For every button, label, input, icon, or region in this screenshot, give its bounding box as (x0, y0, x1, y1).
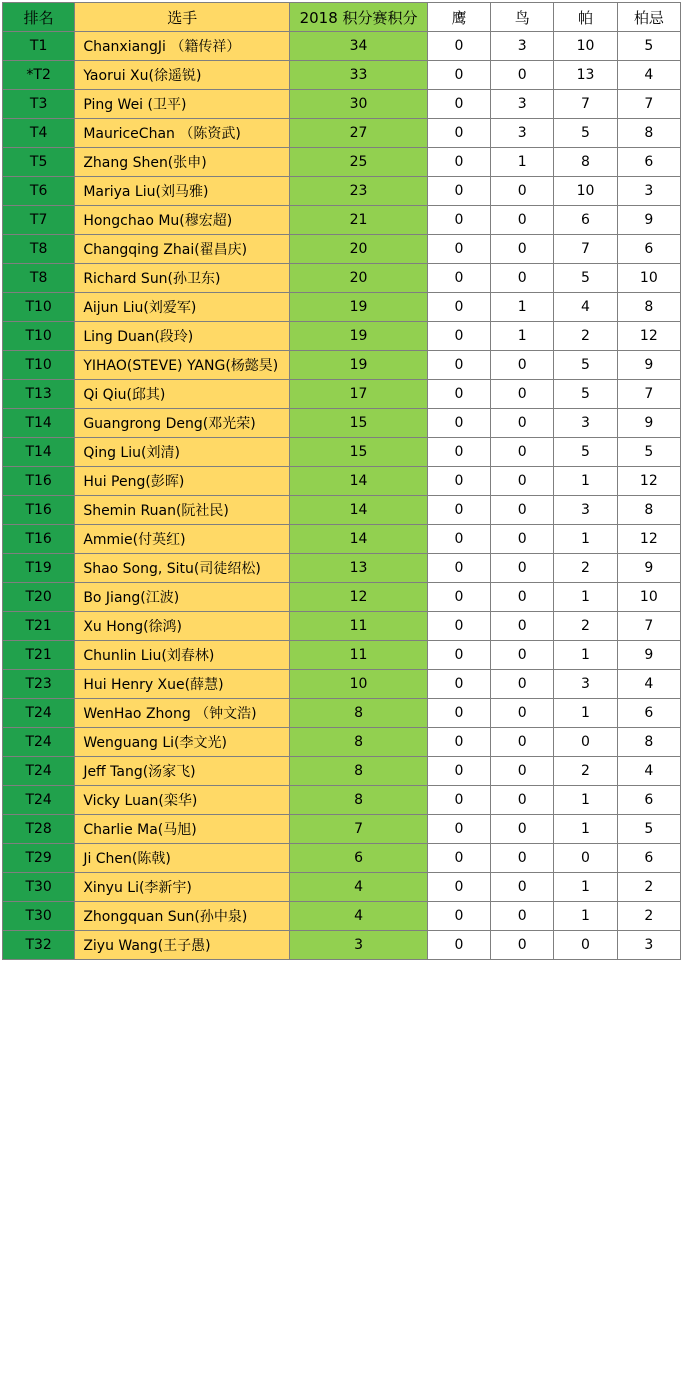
rank-cell: T8 (3, 264, 75, 293)
points-cell: 14 (290, 525, 428, 554)
header-rank: 排名 (3, 3, 75, 32)
eagle-cell: 0 (427, 815, 490, 844)
player-name-cell: Zhang Shen(张申) (75, 148, 290, 177)
par-cell: 3 (554, 409, 617, 438)
player-name-cell: WenHao Zhong （钟文浩) (75, 699, 290, 728)
bogey-cell: 12 (617, 467, 680, 496)
eagle-cell: 0 (427, 119, 490, 148)
table-row (3, 119, 681, 148)
rank-cell: T32 (3, 931, 75, 960)
birdie-cell: 0 (491, 206, 554, 235)
header-eagle: 鹰 (427, 3, 490, 32)
par-cell: 5 (554, 264, 617, 293)
player-name-cell: Hongchao Mu(穆宏超) (75, 206, 290, 235)
eagle-cell: 0 (427, 699, 490, 728)
points-cell: 25 (290, 148, 428, 177)
par-cell: 1 (554, 786, 617, 815)
birdie-cell: 0 (491, 177, 554, 206)
bogey-cell: 12 (617, 322, 680, 351)
table-row (3, 351, 681, 380)
par-cell: 1 (554, 873, 617, 902)
player-name-cell: Ling Duan(段玲) (75, 322, 290, 351)
par-cell: 5 (554, 351, 617, 380)
eagle-cell: 0 (427, 873, 490, 902)
player-name-cell: Vicky Luan(栾华) (75, 786, 290, 815)
rank-cell: T10 (3, 351, 75, 380)
eagle-cell: 0 (427, 728, 490, 757)
eagle-cell: 0 (427, 931, 490, 960)
table-row (3, 496, 681, 525)
player-name-cell: Qing Liu(刘清) (75, 438, 290, 467)
rank-cell: T19 (3, 554, 75, 583)
player-name-cell: Chunlin Liu(刘春林) (75, 641, 290, 670)
bogey-cell: 8 (617, 728, 680, 757)
table-row (3, 786, 681, 815)
eagle-cell: 0 (427, 844, 490, 873)
birdie-cell: 0 (491, 699, 554, 728)
par-cell: 1 (554, 699, 617, 728)
birdie-cell: 0 (491, 583, 554, 612)
birdie-cell: 0 (491, 873, 554, 902)
bogey-cell: 5 (617, 815, 680, 844)
par-cell: 1 (554, 467, 617, 496)
birdie-cell: 0 (491, 61, 554, 90)
birdie-cell: 0 (491, 525, 554, 554)
points-cell: 20 (290, 235, 428, 264)
birdie-cell: 0 (491, 844, 554, 873)
points-cell: 11 (290, 612, 428, 641)
points-cell: 33 (290, 61, 428, 90)
bogey-cell: 10 (617, 264, 680, 293)
player-name-cell: MauriceChan （陈资武) (75, 119, 290, 148)
par-cell: 2 (554, 322, 617, 351)
rank-cell: T29 (3, 844, 75, 873)
rank-cell: T13 (3, 380, 75, 409)
player-name-cell: Ziyu Wang(王子愚) (75, 931, 290, 960)
par-cell: 4 (554, 293, 617, 322)
bogey-cell: 5 (617, 32, 680, 61)
points-cell: 4 (290, 873, 428, 902)
birdie-cell: 1 (491, 322, 554, 351)
table-row (3, 177, 681, 206)
bogey-cell: 6 (617, 844, 680, 873)
par-cell: 1 (554, 902, 617, 931)
player-name-cell: Ammie(付英红) (75, 525, 290, 554)
birdie-cell: 3 (491, 119, 554, 148)
par-cell: 0 (554, 931, 617, 960)
header-bogey: 柏忌 (617, 3, 680, 32)
birdie-cell: 0 (491, 612, 554, 641)
header-par: 帕 (554, 3, 617, 32)
bogey-cell: 3 (617, 931, 680, 960)
table-row (3, 699, 681, 728)
table-row (3, 380, 681, 409)
points-cell: 14 (290, 467, 428, 496)
rank-cell: T16 (3, 496, 75, 525)
player-name-cell: Wenguang Li(李文光) (75, 728, 290, 757)
points-cell: 21 (290, 206, 428, 235)
par-cell: 13 (554, 61, 617, 90)
rank-cell: T4 (3, 119, 75, 148)
bogey-cell: 6 (617, 235, 680, 264)
eagle-cell: 0 (427, 351, 490, 380)
table-row (3, 670, 681, 699)
rank-cell: T16 (3, 467, 75, 496)
birdie-cell: 0 (491, 931, 554, 960)
birdie-cell: 3 (491, 32, 554, 61)
bogey-cell: 9 (617, 554, 680, 583)
header-row (3, 3, 681, 32)
points-cell: 15 (290, 409, 428, 438)
points-cell: 23 (290, 177, 428, 206)
bogey-cell: 5 (617, 438, 680, 467)
par-cell: 1 (554, 583, 617, 612)
rank-cell: T14 (3, 409, 75, 438)
birdie-cell: 0 (491, 380, 554, 409)
ranking-table (2, 2, 681, 960)
player-name-cell: Hui Henry Xue(薛慧) (75, 670, 290, 699)
player-name-cell: Hui Peng(彭晖) (75, 467, 290, 496)
table-row (3, 583, 681, 612)
table-row (3, 873, 681, 902)
bogey-cell: 4 (617, 757, 680, 786)
player-name-cell: ChanxiangJi （籍传祥） (75, 32, 290, 61)
birdie-cell: 0 (491, 467, 554, 496)
rank-cell: T7 (3, 206, 75, 235)
birdie-cell: 0 (491, 670, 554, 699)
header-birdie: 鸟 (491, 3, 554, 32)
birdie-cell: 0 (491, 902, 554, 931)
eagle-cell: 0 (427, 757, 490, 786)
par-cell: 5 (554, 380, 617, 409)
table-row (3, 641, 681, 670)
eagle-cell: 0 (427, 177, 490, 206)
par-cell: 2 (554, 757, 617, 786)
player-name-cell: Ping Wei (卫平) (75, 90, 290, 119)
eagle-cell: 0 (427, 670, 490, 699)
eagle-cell: 0 (427, 148, 490, 177)
header-player: 选手 (75, 3, 290, 32)
par-cell: 0 (554, 728, 617, 757)
eagle-cell: 0 (427, 525, 490, 554)
rank-cell: *T2 (3, 61, 75, 90)
points-cell: 8 (290, 699, 428, 728)
points-cell: 6 (290, 844, 428, 873)
par-cell: 2 (554, 612, 617, 641)
points-cell: 3 (290, 931, 428, 960)
table-row (3, 32, 681, 61)
points-cell: 30 (290, 90, 428, 119)
player-name-cell: Mariya Liu(刘马雅) (75, 177, 290, 206)
eagle-cell: 0 (427, 206, 490, 235)
player-name-cell: Xinyu Li(李新宇) (75, 873, 290, 902)
bogey-cell: 9 (617, 351, 680, 380)
table-row (3, 438, 681, 467)
table-row (3, 757, 681, 786)
bogey-cell: 3 (617, 177, 680, 206)
par-cell: 7 (554, 90, 617, 119)
birdie-cell: 0 (491, 496, 554, 525)
eagle-cell: 0 (427, 409, 490, 438)
player-name-cell: YIHAO(STEVE) YANG(杨懿昊) (75, 351, 290, 380)
rank-cell: T3 (3, 90, 75, 119)
table-row (3, 728, 681, 757)
bogey-cell: 7 (617, 380, 680, 409)
table-row (3, 264, 681, 293)
bogey-cell: 6 (617, 786, 680, 815)
birdie-cell: 0 (491, 438, 554, 467)
bogey-cell: 7 (617, 612, 680, 641)
par-cell: 8 (554, 148, 617, 177)
player-name-cell: Aijun Liu(刘爱军) (75, 293, 290, 322)
points-cell: 19 (290, 293, 428, 322)
birdie-cell: 0 (491, 757, 554, 786)
bogey-cell: 8 (617, 119, 680, 148)
rank-cell: T10 (3, 293, 75, 322)
rank-cell: T30 (3, 873, 75, 902)
eagle-cell: 0 (427, 380, 490, 409)
table-row (3, 409, 681, 438)
bogey-cell: 2 (617, 902, 680, 931)
table-row (3, 844, 681, 873)
eagle-cell: 0 (427, 264, 490, 293)
rank-cell: T24 (3, 728, 75, 757)
table-row (3, 467, 681, 496)
bogey-cell: 9 (617, 641, 680, 670)
rank-cell: T14 (3, 438, 75, 467)
table-row (3, 61, 681, 90)
bogey-cell: 2 (617, 873, 680, 902)
birdie-cell: 0 (491, 264, 554, 293)
par-cell: 10 (554, 32, 617, 61)
points-cell: 13 (290, 554, 428, 583)
player-name-cell: Jeff Tang(汤家飞) (75, 757, 290, 786)
rank-cell: T24 (3, 786, 75, 815)
eagle-cell: 0 (427, 583, 490, 612)
rank-cell: T6 (3, 177, 75, 206)
points-cell: 19 (290, 351, 428, 380)
rank-cell: T8 (3, 235, 75, 264)
birdie-cell: 0 (491, 786, 554, 815)
points-cell: 8 (290, 728, 428, 757)
rank-cell: T16 (3, 525, 75, 554)
points-cell: 7 (290, 815, 428, 844)
player-name-cell: Richard Sun(孙卫东) (75, 264, 290, 293)
eagle-cell: 0 (427, 90, 490, 119)
eagle-cell: 0 (427, 554, 490, 583)
rank-cell: T10 (3, 322, 75, 351)
eagle-cell: 0 (427, 496, 490, 525)
par-cell: 1 (554, 815, 617, 844)
rank-cell: T1 (3, 32, 75, 61)
player-name-cell: Qi Qiu(邱其) (75, 380, 290, 409)
par-cell: 5 (554, 438, 617, 467)
table-row (3, 322, 681, 351)
par-cell: 10 (554, 177, 617, 206)
bogey-cell: 6 (617, 699, 680, 728)
eagle-cell: 0 (427, 902, 490, 931)
points-cell: 14 (290, 496, 428, 525)
points-cell: 12 (290, 583, 428, 612)
par-cell: 7 (554, 235, 617, 264)
player-name-cell: Zhongquan Sun(孙中泉) (75, 902, 290, 931)
bogey-cell: 9 (617, 206, 680, 235)
birdie-cell: 0 (491, 409, 554, 438)
par-cell: 3 (554, 496, 617, 525)
bogey-cell: 8 (617, 496, 680, 525)
par-cell: 0 (554, 844, 617, 873)
birdie-cell: 0 (491, 815, 554, 844)
birdie-cell: 1 (491, 148, 554, 177)
player-name-cell: Shao Song, Situ(司徒绍松) (75, 554, 290, 583)
birdie-cell: 0 (491, 641, 554, 670)
par-cell: 2 (554, 554, 617, 583)
rank-cell: T21 (3, 641, 75, 670)
header-points: 2018 积分赛积分 (290, 3, 428, 32)
player-name-cell: Shemin Ruan(阮社民) (75, 496, 290, 525)
points-cell: 4 (290, 902, 428, 931)
birdie-cell: 0 (491, 554, 554, 583)
rank-cell: T21 (3, 612, 75, 641)
birdie-cell: 0 (491, 351, 554, 380)
table-row (3, 612, 681, 641)
player-name-cell: Changqing Zhai(翟昌庆) (75, 235, 290, 264)
bogey-cell: 9 (617, 409, 680, 438)
player-name-cell: Xu Hong(徐鸿) (75, 612, 290, 641)
points-cell: 27 (290, 119, 428, 148)
points-cell: 19 (290, 322, 428, 351)
points-cell: 20 (290, 264, 428, 293)
bogey-cell: 8 (617, 293, 680, 322)
rank-cell: T23 (3, 670, 75, 699)
par-cell: 5 (554, 119, 617, 148)
eagle-cell: 0 (427, 235, 490, 264)
rank-cell: T5 (3, 148, 75, 177)
birdie-cell: 0 (491, 235, 554, 264)
rank-cell: T20 (3, 583, 75, 612)
points-cell: 17 (290, 380, 428, 409)
eagle-cell: 0 (427, 293, 490, 322)
par-cell: 3 (554, 670, 617, 699)
birdie-cell: 0 (491, 728, 554, 757)
table-row (3, 148, 681, 177)
points-cell: 10 (290, 670, 428, 699)
table-row (3, 554, 681, 583)
eagle-cell: 0 (427, 438, 490, 467)
rank-cell: T24 (3, 757, 75, 786)
player-name-cell: Yaorui Xu(徐遥锐) (75, 61, 290, 90)
points-cell: 15 (290, 438, 428, 467)
birdie-cell: 1 (491, 293, 554, 322)
par-cell: 1 (554, 641, 617, 670)
eagle-cell: 0 (427, 32, 490, 61)
table-row (3, 235, 681, 264)
table-row (3, 206, 681, 235)
player-name-cell: Charlie Ma(马旭) (75, 815, 290, 844)
table-row (3, 931, 681, 960)
bogey-cell: 7 (617, 90, 680, 119)
player-name-cell: Guangrong Deng(邓光荣) (75, 409, 290, 438)
player-name-cell: Bo Jiang(江波) (75, 583, 290, 612)
eagle-cell: 0 (427, 612, 490, 641)
bogey-cell: 4 (617, 61, 680, 90)
points-cell: 34 (290, 32, 428, 61)
bogey-cell: 6 (617, 148, 680, 177)
eagle-cell: 0 (427, 641, 490, 670)
table-row (3, 815, 681, 844)
par-cell: 1 (554, 525, 617, 554)
bogey-cell: 4 (617, 670, 680, 699)
rank-cell: T28 (3, 815, 75, 844)
points-cell: 11 (290, 641, 428, 670)
table-row (3, 293, 681, 322)
rank-cell: T30 (3, 902, 75, 931)
table-row (3, 902, 681, 931)
table-row (3, 525, 681, 554)
eagle-cell: 0 (427, 322, 490, 351)
rank-cell: T24 (3, 699, 75, 728)
points-cell: 8 (290, 757, 428, 786)
bogey-cell: 12 (617, 525, 680, 554)
table-row (3, 90, 681, 119)
eagle-cell: 0 (427, 61, 490, 90)
par-cell: 6 (554, 206, 617, 235)
points-cell: 8 (290, 786, 428, 815)
eagle-cell: 0 (427, 786, 490, 815)
birdie-cell: 3 (491, 90, 554, 119)
eagle-cell: 0 (427, 467, 490, 496)
player-name-cell: Ji Chen(陈戟) (75, 844, 290, 873)
bogey-cell: 10 (617, 583, 680, 612)
